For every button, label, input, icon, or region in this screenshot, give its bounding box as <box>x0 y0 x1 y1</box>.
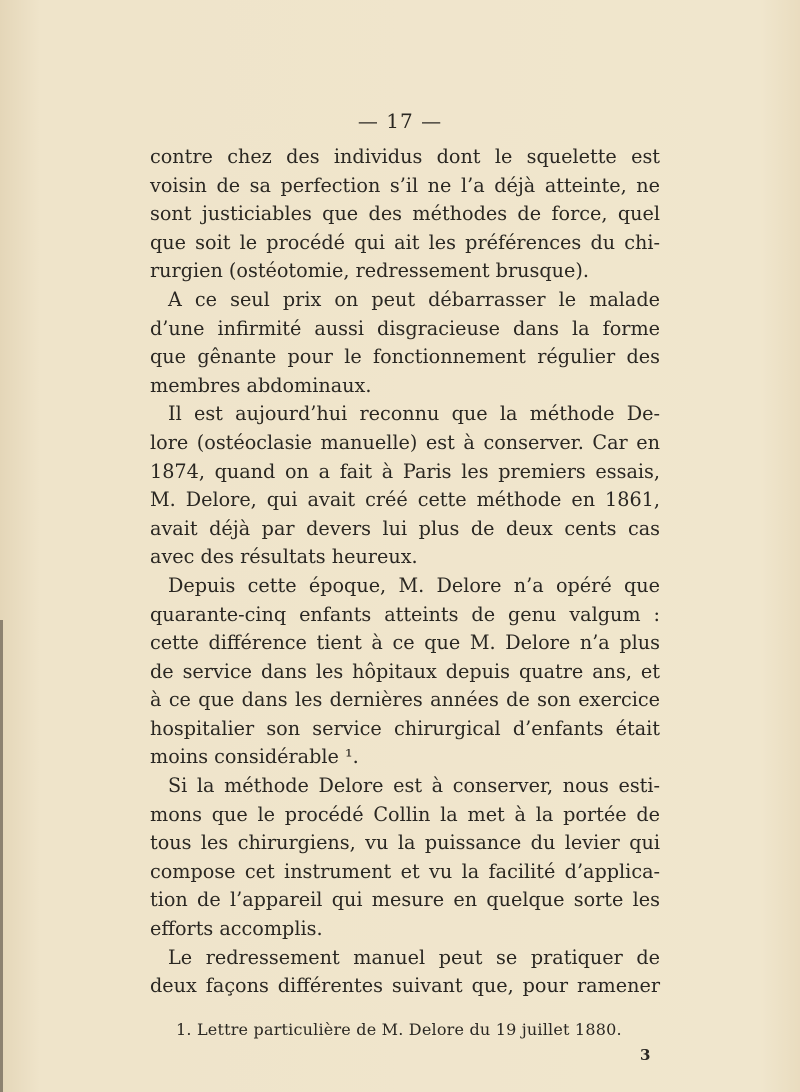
text-line: voisin de sa perfection s’il ne l’a déjà atteinte, ne <box>150 173 660 197</box>
text-line: que gênante pour le fonctionnement régulier des <box>150 345 660 369</box>
text-line: Il est aujourd’hui reconnu que la méthode De- <box>168 402 660 426</box>
text-line: à ce que dans les dernières années de son exercice <box>150 688 660 712</box>
text-line: efforts accomplis. <box>150 917 323 941</box>
text-line: moins considérable ¹. <box>150 745 359 769</box>
text-line: contre chez des individus dont le squelette est <box>150 145 660 168</box>
text-line: M. Delore, qui avait créé cette méthode en 1861, <box>150 488 660 512</box>
text-line: Le redressement manuel peut se pratiquer de <box>168 945 660 969</box>
text-line: tion de l’appareil qui mesure en quelque sorte les <box>150 888 660 912</box>
text-line: quarante-cinq enfants atteints de genu valgum : <box>150 602 660 626</box>
text-line: 1874, quand on a fait à Paris les premiers essais, <box>150 459 660 483</box>
signature-mark: 3 <box>640 1046 651 1064</box>
text-line: lore (ostéoclasie manuelle) est à conserver. Car en <box>150 430 660 454</box>
text-line: membres abdominaux. <box>150 373 372 397</box>
binding-edge <box>0 620 3 1092</box>
body-text <box>150 143 660 1001</box>
text-line: que soit le procédé qui ait les préférences du chi- <box>150 230 660 254</box>
text-line: Si la méthode Delore est à conserver, nous esti- <box>168 774 660 798</box>
text-line: d’une infirmité aussi disgracieuse dans la forme <box>150 316 660 340</box>
text-line: tous les chirurgiens, vu la puissance du levier qui <box>150 831 660 855</box>
text-line: avait déjà par devers lui plus de deux cents cas <box>150 516 660 540</box>
text-line: cette différence tient à ce que M. Delore n’a plus <box>150 631 660 655</box>
page-number-header: — 17 — <box>357 109 443 133</box>
footnote: 1. Lettre particulière de M. Delore du 19 juillet 1880. <box>176 1020 622 1039</box>
text-line: deux façons différentes suivant que, pour ramener <box>150 974 660 998</box>
text-line: avec des résultats heureux. <box>150 545 418 569</box>
text-line: de service dans les hôpitaux depuis quatre ans, et <box>150 659 660 683</box>
text-line: Depuis cette époque, M. Delore n’a opéré que <box>168 573 660 597</box>
text-line: sont justiciables que des méthodes de force, quel <box>150 202 660 226</box>
text-line: A ce seul prix on peut débarrasser le malade <box>168 287 660 311</box>
text-line: mons que le procédé Collin la met à la portée de <box>150 802 660 826</box>
text-line: rurgien (ostéotomie, redressement brusque). <box>150 259 589 283</box>
text-line: hospitalier son service chirurgical d’enfants était <box>150 716 660 740</box>
text-line: compose cet instrument et vu la facilité d’applica- <box>150 859 660 883</box>
